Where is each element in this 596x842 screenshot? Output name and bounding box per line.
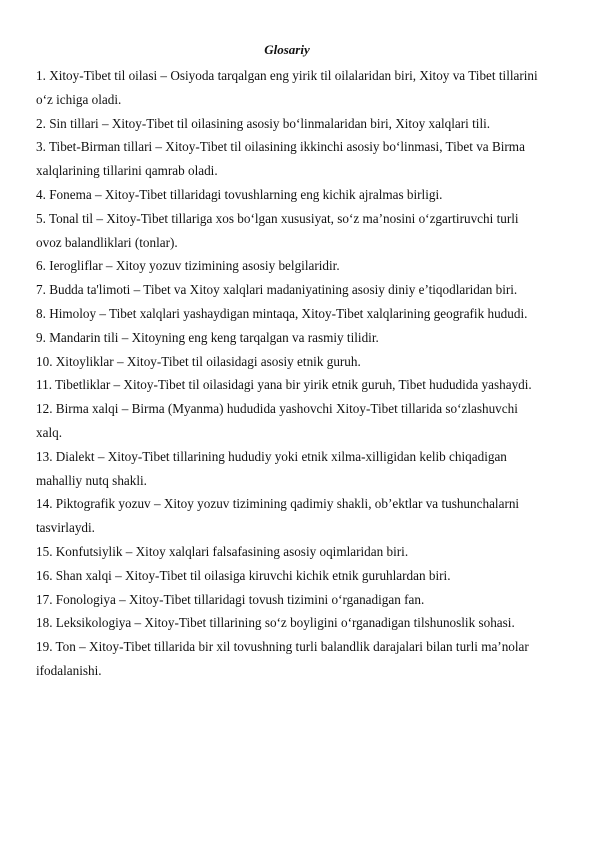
glossary-entry-3: 3. Tibet-Birman tillari – Xitoy-Tibet til oilasining ikkinchi asosiy bo‘linmasi, Tibet va Birma xalqlarining tillarini qamrab oladi. <box>36 139 525 179</box>
glossary-list <box>36 64 538 683</box>
glossary-entry-4: 4. Fonema – Xitoy-Tibet tillaridagi tovushlarning eng kichik ajralmas birligi. <box>36 186 443 202</box>
glossary-entry-14: 14. Piktografik yozuv – Xitoy yozuv tizimining qadimiy shakli, ob’ektlar va tushunchalarni tasvirlaydi. <box>36 496 520 536</box>
page-title: Glosariy <box>264 42 310 57</box>
glossary-entry-10: 10. Xitoyliklar – Xitoy-Tibet til oilasidagi asosiy etnik guruh. <box>36 353 361 369</box>
glossary-entry-11: 11. Tibetliklar – Xitoy-Tibet til oilasidagi yana bir yirik etnik guruh, Tibet hududida yashaydi. <box>36 377 532 393</box>
glossary-entry-7: 7. Budda ta'limoti – Tibet va Xitoy xalqlari madaniyatining asosiy diniy e’tiqodlaridan biri. <box>36 282 518 298</box>
glossary-entry-15: 15. Konfutsiylik – Xitoy xalqlari falsafasining asosiy oqimlaridan biri. <box>36 543 409 559</box>
glossary-entry-17: 17. Fonologiya – Xitoy-Tibet tillaridagi tovush tizimini o‘rganadigan fan. <box>36 591 425 607</box>
glossary-entry-19: 19. Ton – Xitoy-Tibet tillarida bir xil tovushning turli balandlik darajalari bilan turli ma’nolar ifodalanishi. <box>36 639 529 678</box>
glossary-entry-2: 2. Sin tillari – Xitoy-Tibet til oilasining asosiy bo‘linmalaridan biri, Xitoy xalqlari tili. <box>36 115 491 131</box>
glossary-entry-13: 13. Dialekt – Xitoy-Tibet tillarining hududiy yoki etnik xilma-xilligidan kelib chiqadigan mahalliy nutq shakli. <box>36 448 507 488</box>
glossary-entry-6: 6. Ierogliflar – Xitoy yozuv tizimining asosiy belgilaridir. <box>36 258 340 274</box>
glossary-entry-9: 9. Mandarin tili – Xitoyning eng keng tarqalgan va rasmiy tilidir. <box>36 329 379 345</box>
glossary-entry-5: 5. Tonal til – Xitoy-Tibet tillariga xos bo‘lgan xususiyat, so‘z ma’nosini o‘zgartiruvchi turli ovoz balandliklari (tonlar). <box>36 210 519 250</box>
glossary-entry-12: 12. Birma xalqi – Birma (Myanma) hududida yashovchi Xitoy-Tibet tillarida so‘zlashuvchi xalq. <box>36 401 518 440</box>
glossary-entry-16: 16. Shan xalqi – Xitoy-Tibet til oilasiga kiruvchi kichik etnik guruhlardan biri. <box>36 567 451 583</box>
glossary-entry-18: 18. Leksikologiya – Xitoy-Tibet tillarining so‘z boyligini o‘rganadigan tilshunoslik sohasi. <box>36 615 515 631</box>
glossary-entry-1: 1. Xitoy-Tibet til oilasi – Osiyoda tarqalgan eng yirik til oilalaridan biri, Xitoy va Tibet tillarini o‘z ichiga oladi. <box>36 68 538 107</box>
glossary-entry-8: 8. Himoloy – Tibet xalqlari yashaydigan mintaqa, Xitoy-Tibet xalqlarining geografik hududi. <box>36 305 528 321</box>
